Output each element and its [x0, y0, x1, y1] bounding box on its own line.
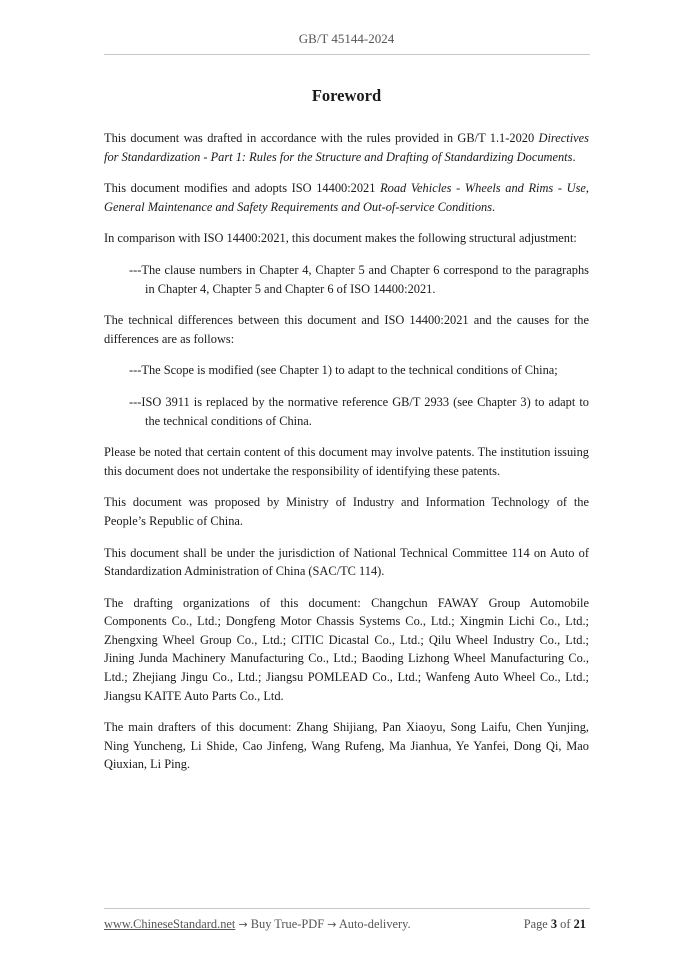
document-title-reference: Road Vehicles - Wheels and Rims - Use, General Maintenance and Safety Requirements and Out-of-service Conditions	[104, 181, 590, 214]
page-label: Page	[523, 917, 551, 931]
arrow-right-icon: →	[327, 918, 337, 931]
paragraph-patents: Please be noted that certain content of this document may involve patents. The institution issuing this document does not undertake the responsibility of identifying these patents.	[104, 445, 589, 478]
page-title: Foreword	[311, 86, 382, 105]
list-item: ---ISO 3911 is replaced by the normative reference GB/T 2933 (see Chapter 3) to adapt to the technical conditions of China.	[129, 394, 589, 428]
paragraph-text: This document modifies and adopts ISO 14400:2021	[104, 181, 381, 196]
page-number: 3	[550, 917, 558, 931]
list-item: ---The Scope is modified (see Chapter 1) to adapt to the technical conditions of China;	[129, 363, 558, 378]
paragraph-text: .	[572, 149, 576, 164]
of-label: of	[557, 917, 574, 931]
buy-text: Buy True-PDF	[247, 917, 328, 931]
paragraph-proposed-by: This document was proposed by Ministry of Industry and Information Technology of the People’s Republic of China.	[104, 495, 589, 528]
foreword-body	[104, 129, 589, 787]
page-total: 21	[573, 917, 586, 931]
paragraph-main-drafters: The main drafters of this document: Zhang Shijiang, Pan Xiaoyu, Song Laifu, Chen Yunjing, Ning Yuncheng, Li Shide, Cao Jinfeng, Wang Rufeng, Ma Jianhua, Ye Yanfei, Dong Qi, Mao Qiuxian, Li Ping.	[104, 720, 589, 772]
paragraph-adoption	[104, 179, 589, 216]
header-divider	[104, 54, 590, 55]
paragraph-drafting-organizations: The drafting organizations of this document: Changchun FAWAY Group Automobile Components Co., Ltd.; Dongfeng Motor Chassis Systems Co., Ltd.; Xingmin Lichi Co., Ltd.; Zhengxing Wheel Group Co., Ltd.; CITIC Dicastal Co., Ltd.; Qilu Wheel Industry Co., Ltd.; Jining Junda Machinery Manufacturing Co., Ltd.; Baoding Lizhong Wheel Manufacturing Co., Ltd.; Zhejiang Jingu Co., Ltd.; Jiangsu POMLEAD Co., Ltd.; Wanfeng Auto Wheel Co., Ltd.; Jiangsu KAITE Auto Parts Co., Ltd.	[104, 595, 589, 703]
paragraph-jurisdiction: This document shall be under the jurisdiction of National Technical Committee 114 on Auto of Standardization Administration of China (SAC/TC 114).	[104, 545, 589, 579]
page-indicator	[524, 917, 586, 932]
footer-divider	[104, 908, 590, 909]
page-footer	[104, 917, 590, 932]
paragraph-drafting-rules	[104, 129, 589, 166]
paragraph-text: This document was drafted in accordance with the rules provided in GB/T 1.1-2020	[104, 131, 539, 145]
paragraph-technical-differences: The technical differences between this document and ISO 14400:2021 and the causes for the differences are as follows:	[104, 313, 589, 346]
document-code: GB/T 45144-2024	[298, 31, 395, 46]
paragraph-text: .	[492, 199, 496, 214]
arrow-right-icon: →	[238, 918, 248, 931]
list-item: ---The clause numbers in Chapter 4, Chapter 5 and Chapter 6 correspond to the paragraphs in Chapter 4, Chapter 5 and Chapter 6 of ISO 14400:2021.	[129, 262, 589, 296]
website-link[interactable]: www.ChineseStandard.net	[104, 917, 236, 931]
document-title-reference: Directives for Standardization - Part 1: Rules for the Structure and Drafting of Standardizing Documents	[104, 131, 589, 164]
paragraph-structural-adjustment: In comparison with ISO 14400:2021, this document makes the following structural adjustment:	[104, 231, 577, 246]
delivery-text: Auto-delivery.	[336, 917, 411, 931]
